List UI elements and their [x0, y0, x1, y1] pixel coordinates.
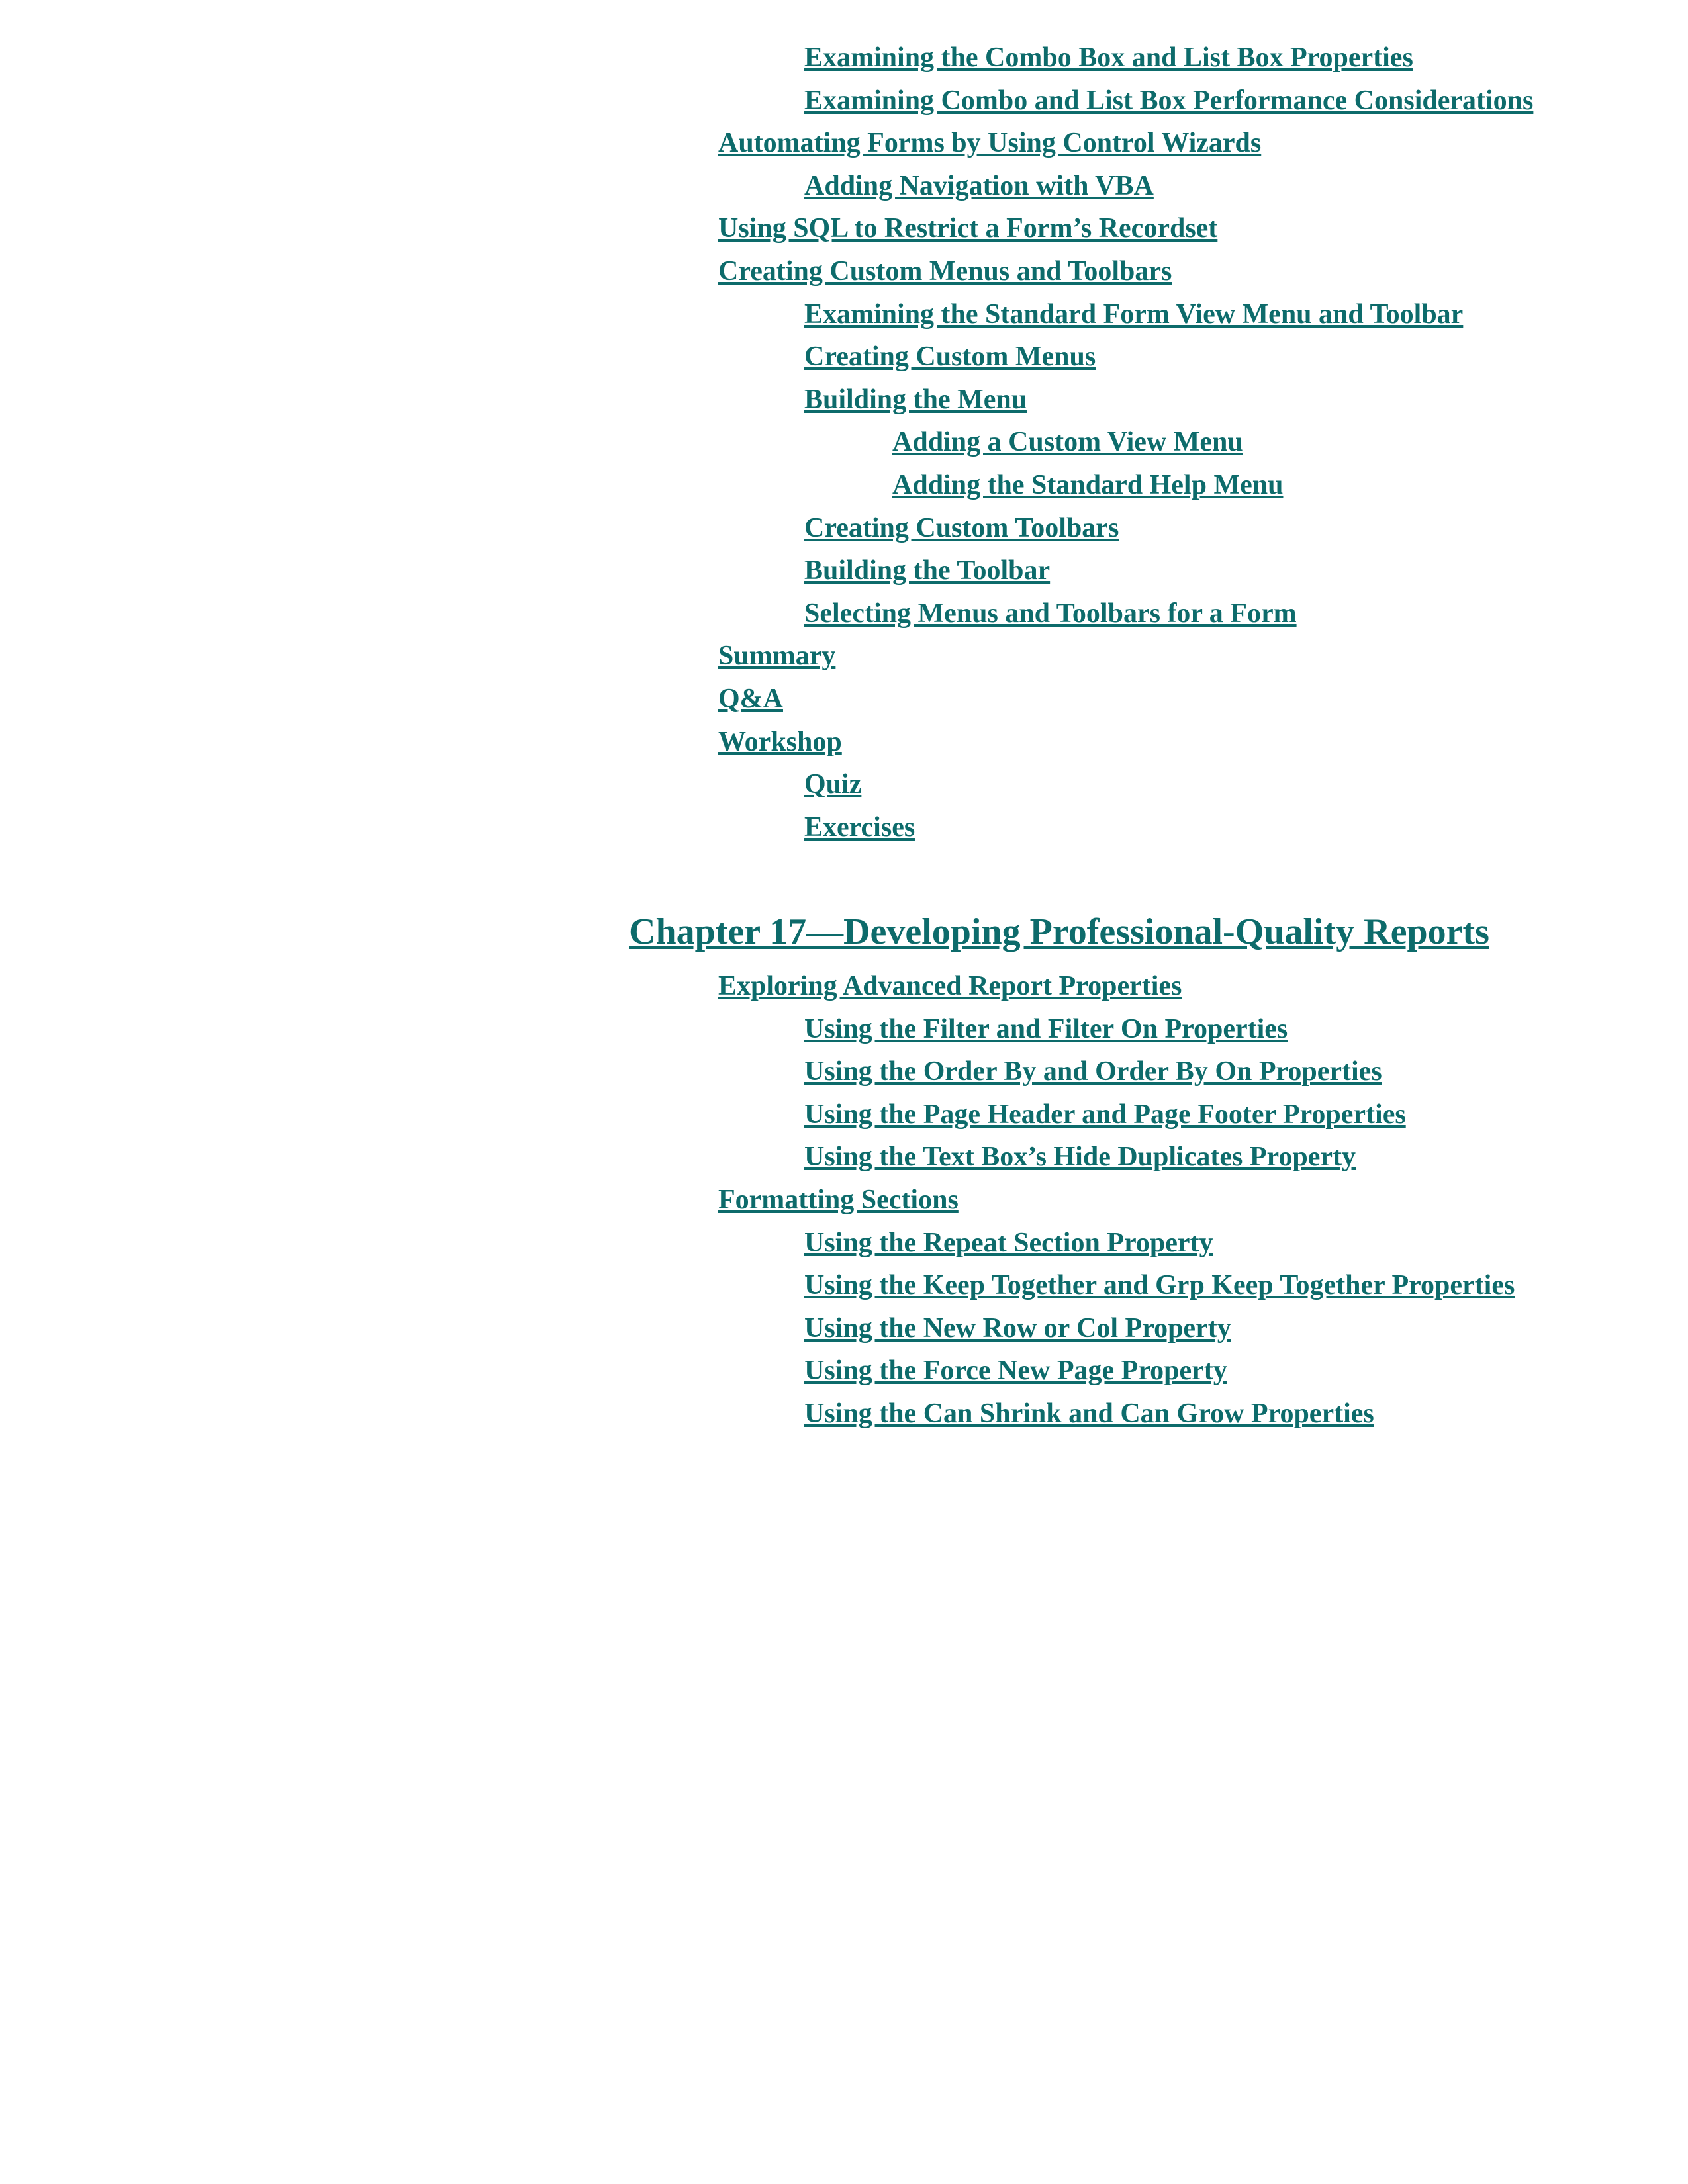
toc-link[interactable]: Building the Menu	[804, 384, 1027, 415]
toc-entry	[804, 1225, 1585, 1261]
toc-link[interactable]: Selecting Menus and Toolbars for a Form	[804, 598, 1297, 629]
toc-link[interactable]: Adding the Standard Help Menu	[892, 469, 1284, 500]
toc-link[interactable]: Using the Filter and Filter On Properties	[804, 1013, 1288, 1044]
toc-link[interactable]: Building the Toolbar	[804, 555, 1051, 586]
toc-entry	[804, 339, 1585, 375]
toc-link[interactable]: Automating Forms by Using Control Wizards	[718, 128, 1262, 159]
toc-link[interactable]: Examining Combo and List Box Performance Considerations	[804, 85, 1534, 116]
toc-entry	[804, 168, 1585, 205]
toc-link[interactable]: Using SQL to Restrict a Form’s Recordset	[718, 213, 1218, 244]
toc-entry	[718, 968, 1572, 1005]
toc-link[interactable]: Using the Force New Page Property	[804, 1355, 1227, 1387]
toc-entry	[804, 1396, 1585, 1432]
toc-link[interactable]: Quiz	[804, 769, 862, 800]
toc-entry	[804, 382, 1585, 418]
toc-link[interactable]: Examining the Standard Form View Menu and Toolbar	[804, 298, 1464, 330]
toc-entry	[718, 210, 1572, 247]
toc-link[interactable]: Examining the Combo Box and List Box Properties	[804, 42, 1413, 73]
toc-entry	[718, 125, 1572, 161]
toc-link[interactable]: Using the New Row or Col Property	[804, 1312, 1231, 1343]
toc-entry	[804, 1054, 1585, 1090]
table-of-contents	[79, 40, 1609, 1432]
toc-link[interactable]: Summary	[718, 641, 836, 672]
toc-entry	[804, 510, 1585, 547]
toc-entry	[718, 1182, 1572, 1218]
toc-entry	[804, 809, 1585, 846]
toc-entry	[804, 766, 1585, 803]
toc-entry	[804, 40, 1585, 76]
toc-link[interactable]: Using the Order By and Order By On Properties	[804, 1056, 1382, 1087]
toc-link[interactable]: Adding Navigation with VBA	[804, 170, 1154, 201]
toc-entry	[804, 1097, 1585, 1133]
toc-entry	[804, 1139, 1585, 1175]
toc-entry	[718, 638, 1572, 674]
toc-link[interactable]: Adding a Custom View Menu	[892, 427, 1243, 458]
toc-entry	[804, 1353, 1585, 1389]
toc-entry	[804, 1267, 1585, 1304]
toc-entry	[718, 724, 1572, 760]
toc-entry	[718, 253, 1572, 290]
toc-link[interactable]: Using the Text Box’s Hide Duplicates Property	[804, 1142, 1356, 1173]
toc-link[interactable]: Creating Custom Menus and Toolbars	[718, 255, 1172, 287]
toc-entry	[804, 296, 1585, 333]
toc-link[interactable]: Creating Custom Menus	[804, 341, 1096, 373]
toc-entry	[892, 424, 1587, 461]
toc-link[interactable]: Exercises	[804, 811, 915, 842]
toc-entry	[718, 681, 1572, 717]
toc-chapter-entry	[629, 909, 1542, 956]
toc-link[interactable]: Using the Can Shrink and Can Grow Properties	[804, 1398, 1374, 1429]
toc-link[interactable]: Using the Keep Together and Grp Keep Together Properties	[804, 1270, 1515, 1301]
toc-link[interactable]: Using the Page Header and Page Footer Properties	[804, 1099, 1406, 1130]
toc-entry	[892, 467, 1587, 504]
toc-entry	[804, 596, 1585, 632]
toc-link[interactable]: Using the Repeat Section Property	[804, 1227, 1213, 1258]
toc-entry	[804, 1310, 1585, 1347]
toc-chapter-link[interactable]: Chapter 17—Developing Professional-Quality Reports	[629, 911, 1489, 953]
toc-link[interactable]: Formatting Sections	[718, 1184, 959, 1215]
toc-entry	[804, 83, 1585, 119]
toc-link[interactable]: Creating Custom Toolbars	[804, 512, 1119, 543]
toc-link[interactable]: Q&A	[718, 683, 783, 714]
toc-entry	[804, 1011, 1585, 1048]
toc-link[interactable]: Workshop	[718, 726, 842, 757]
toc-entry	[804, 553, 1585, 589]
toc-link[interactable]: Exploring Advanced Report Properties	[718, 970, 1182, 1001]
